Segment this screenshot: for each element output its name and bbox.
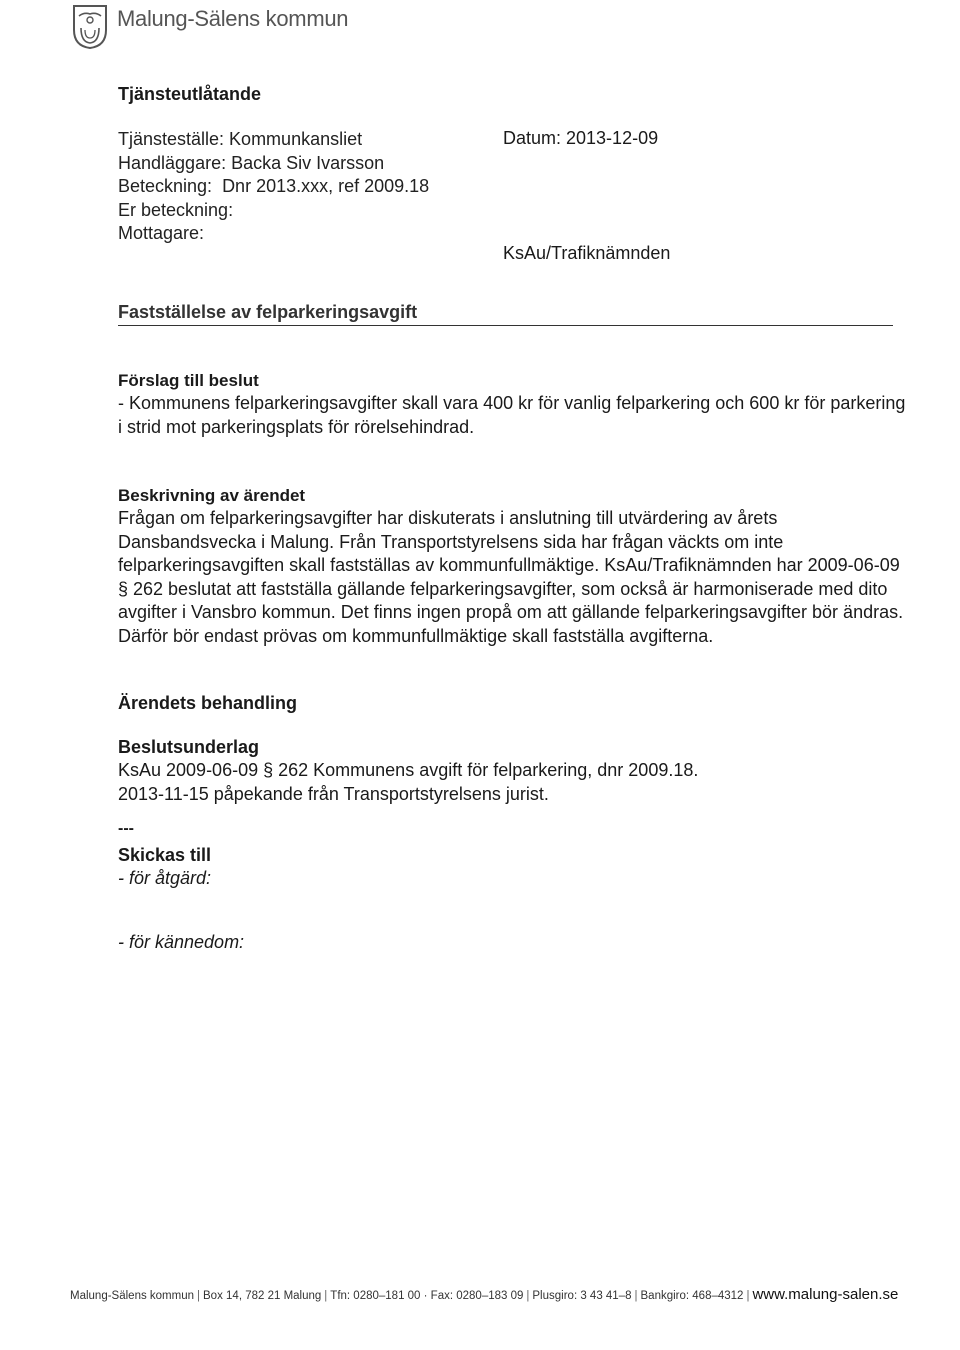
footer-bankgiro: Bankgiro: 468–4312 (640, 1290, 744, 1302)
beslutsunderlag-line: 2013-11-15 påpekande från Transportstyrelsens jurist. (118, 783, 549, 804)
footer-plusgiro: Plusgiro: 3 43 41–8 (532, 1290, 632, 1302)
forslag-heading: Förslag till beslut (118, 371, 259, 390)
footer-separator: | (746, 1290, 750, 1302)
meta-tjanstestalle: Tjänsteställe: Kommunkansliet (118, 129, 363, 149)
document-type: Tjänsteutlåtande (118, 84, 262, 104)
beslutsunderlag-line: KsAu 2009-06-09 § 262 Kommunens avgift för felparkering, dnr 2009.18. (118, 760, 699, 780)
skickas-kannedom: - för kännedom: (118, 932, 245, 952)
footer-org: Malung-Sälens kommun (70, 1290, 195, 1302)
footer-separator: | (526, 1290, 530, 1302)
section-beskrivning (118, 484, 908, 649)
subject-underline (118, 325, 893, 326)
arendets-behandling-heading: Ärendets behandling (118, 693, 298, 713)
section-forslag (118, 369, 908, 439)
meta-mottagare: Mottagare: (118, 223, 205, 243)
footer-address: Box 14, 782 21 Malung (203, 1290, 322, 1302)
meta-block (118, 128, 429, 246)
footer-separator: | (324, 1290, 328, 1302)
meta-er-beteckning: Er beteckning: (118, 199, 234, 220)
footer-phone: Tfn: 0280–181 00 · Fax: 0280–183 09 (330, 1290, 524, 1302)
subject-title: Fastställelse av felparkeringsavgift (118, 302, 418, 322)
section-beslutsunderlag (118, 736, 908, 806)
recipient: KsAu/Trafiknämnden (503, 243, 671, 263)
skickas-till-heading: Skickas till (118, 845, 212, 865)
footer-website-link[interactable]: www.malung-salen.se (752, 1286, 899, 1303)
forslag-text: - Kommunens felparkeringsavgifter skall vara 400 kr för vanlig felparkering och 600 kr för parkering i strid mot parkeringsplats för rörelsehindrad. (118, 393, 906, 437)
meta-beteckning: Beteckning: Dnr 2013.xxx, ref 2009.18 (118, 176, 430, 196)
beslutsunderlag-heading: Beslutsunderlag (118, 737, 260, 757)
document-date: Datum: 2013-12-09 (503, 128, 659, 148)
footer-separator: | (634, 1290, 638, 1302)
page-footer (70, 1286, 898, 1303)
org-name: Malung-Sälens kommun (117, 6, 349, 31)
beskrivning-heading: Beskrivning av ärendet (118, 486, 306, 505)
municipality-logo-icon (72, 4, 108, 50)
beskrivning-text: Frågan om felparkeringsavgifter har diskuterats i anslutning till utvärdering av årets Dansbandsvecka i Malung. Från Transportstyrelsens sida har frågan väckts om inte felparkeringsavgiften skall fastställas av kommunfullmäktige. KsAu/Trafiknämnden har 2009-06-09 § 262 beslutat att fastställa gällande felparkeringsavgifter, som också är harmoniserade med dito avgifter i Vansbro kommun. Det finns ingen propå om att gällande felparkeringsavgifter bör ändras. Därför bör endast prövas om kommunfullmäktige skall fastställa avgifterna. (118, 508, 904, 646)
skickas-atgard: - för åtgärd: (118, 868, 212, 888)
footer-separator: | (197, 1290, 201, 1302)
meta-handlaggare: Handläggare: Backa Siv Ivarsson (118, 152, 385, 173)
divider-dashes: --- (118, 820, 134, 837)
